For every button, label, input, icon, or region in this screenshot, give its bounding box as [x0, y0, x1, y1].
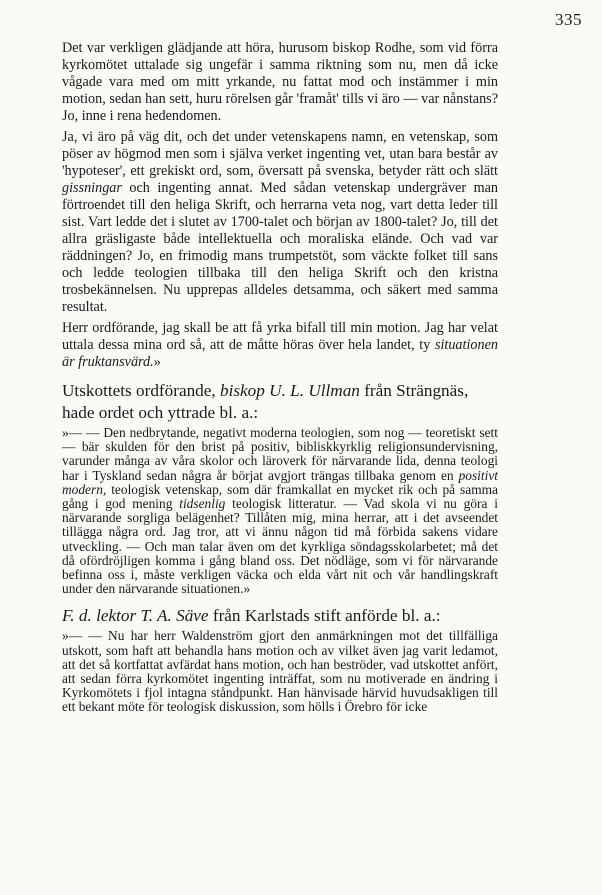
page-body — [0, 40, 602, 715]
emphasis-gissningar: gissningar — [62, 180, 122, 196]
emphasis-situationen: situationen är fruktansvärd. — [62, 337, 498, 370]
speaker-heading-ullman — [0, 380, 602, 424]
paragraph-ordforande — [0, 320, 602, 371]
quote-ullman — [0, 426, 602, 596]
heading-ullman-text-a: Utskottets ordförande, — [62, 381, 220, 400]
emphasis-positivt-modern: positivt modern, — [62, 467, 498, 497]
heading-ullman-text-c: från Strängnäs, hade ordet och yttrade bl. a.: — [62, 381, 469, 422]
paragraph-vetenskap-text-a: Ja, vi äro på väg dit, och det under vetenskapens namn, en vetenskap, som pöser av högmod men som i själva verket ingenting vet, utan bara består av 'hypoteser', ett grekiskt ord, som, översatt på svenska, betyder rätt och slätt — [62, 129, 498, 179]
paragraph-ordforande-text-c: » — [153, 354, 161, 370]
quote-save: »— — Nu har herr Waldenström gjort den anmärkningen mot det tillfälliga utskott, som haft att behandla hans motion och av vilket även jag varit ledamot, att det så kortfattat avfärdat hans motion, och han beströder, vad utskottet anfört, att sedan förra kyrkomötet ingenting inträffat, som nu motiverade en ändring i Kyrkomötets i fjol intagna ståndpunkt. Han hänvisade härvid huvudsakligen till ett bekant möte för teologisk diskussion, som hölls i Örebro för icke — [62, 628, 498, 715]
quote-ullman-text-e: teologisk litteratur. — Vad skola vi nu göra i närvarande sorgliga belägenhet? Tillåten mig, mina herrar, att i det avseendet tillägga några ord. Jag tror, att vi ännu någon tid må förbida sakens vidare utveckling. — Och man talar även om det kyrkliga söndagsskolarbetet; må det då ofördröjligen komma i gång bland oss. Det nödläge, som vi för närvarande befinna oss i, måste verkligen väcka och elda vårt nit och vår handlingskraft under den närvarande situationen.» — [62, 496, 498, 597]
heading-save-text-b: från Karlstads stift anförde bl. a.: — [208, 606, 441, 626]
speaker-heading-save — [0, 605, 602, 627]
speaker-name-save: F. d. lektor T. A. Säve — [62, 606, 209, 626]
quote-ullman-text-c: teologisk vetenskap, som där framkallat en mycket rik och på samma gång i god mening — [62, 481, 498, 512]
quote-ullman-text-a: »— — Den nedbrytande, negativt moderna teologien, som nog — teoretiskt sett — bär skulden för den brist på positiv, bibliskkyrklig religionsundervisning, varunder många av våra skolor och läroverk för närvarande lida, denna teologi har i Tyskland sedan några år börjat avgjort trängas tillbaka genom en — [62, 425, 498, 483]
paragraph-vetenskap — [0, 129, 602, 316]
page-number: 335 — [555, 10, 582, 29]
emphasis-tidsenlig: tidsenlig — [179, 496, 226, 512]
paragraph-vetenskap-text-c: och ingenting annat. Med sådan vetenskap undergräver man förtroendet till den heliga Skrift, och herrarna veta nog, vart detta leder till sist. Vart ledde det i slutet av 1700-talet och början av 1800-talet? Jo, till det allra gräsligaste både intellektuella och moraliska elände. Och vad var räddningen? Jo, en frimodig mans trumpetstöt, som väckte folket till sans och ledde teologien tillbaka till den heliga Skrift och den kristna trosbekännelsen. Nu upprepas alldeles detsamma, och säkert med samma resultat. — [62, 180, 498, 315]
paragraph-ordforande-text-a: Herr ordförande, jag skall be att få yrka bifall till min motion. Jag har velat uttala dessa mina ord så, att de måtte höras över hela landet, ty — [62, 320, 498, 353]
speaker-name-ullman: biskop U. L. Ullman — [220, 381, 360, 400]
paragraph-rodhe: Det var verkligen glädjande att höra, hurusom biskop Rodhe, som vid förra kyrkomötet uttalade sig ungefär i samma riktning som nu, men då icke vågade vara med om mitt yrkande, nu fattat mod och instämmer i min motion, sedan han sett, huru rörelsen går 'framåt' tills vi äro — var nånstans? Jo, inne i rena hedendomen. — [62, 40, 498, 124]
